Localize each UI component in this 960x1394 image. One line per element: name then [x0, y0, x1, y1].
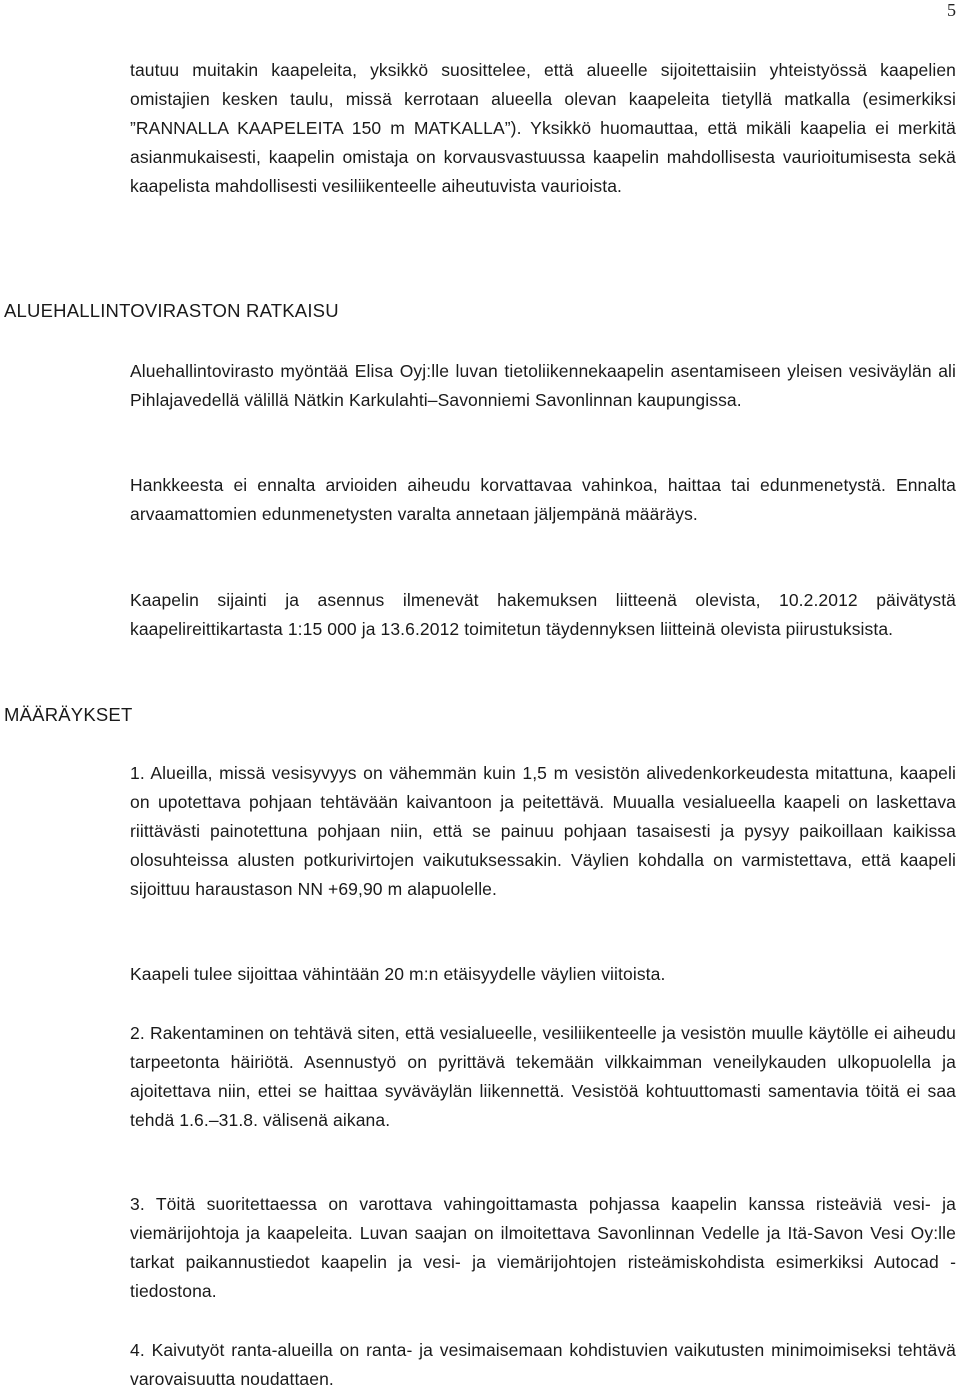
condition-item-4: 4. Kaivutyöt ranta-alueilla on ranta- ja vesimaisemaan kohdistuvien vaikutusten minimoimiseksi tehtävä varovaisuutta noudattaen.	[130, 1340, 956, 1389]
condition-note: Kaapeli tulee sijoittaa vähintään 20 m:n etäisyydelle väylien viitoista.	[130, 964, 666, 984]
condition-item-2: 2. Rakentaminen on tehtävä siten, että vesialueelle, vesiliikenteelle ja vesistön muulle käytölle ei aiheudu tarpeetonta häiriötä. Asennustyö on pyrittävä tekemään vilkkaimman veneilykauden ulkopuolella ja ajoitettava niin, ettei se haittaa syväväylän liikennettä. Vesistöä kohtuuttomasti samentavia töitä ei saa tehdä 1.6.–31.8. välisenä aikana.	[130, 1023, 956, 1130]
condition-item-3: 3. Töitä suoritettaessa on varottava vahingoittamasta pohjassa kaapelin kanssa risteäviä vesi- ja viemärijohtoja ja kaapeleita. Luvan saajan on ilmoitettava Savonlinnan Vedelle ja Itä-Savon Vesi Oy:lle tarkat paikannustiedot kaapelin ja vesi- ja viemärijohtojen risteämiskohdista esimerkiksi Autocad -tiedostona.	[130, 1194, 956, 1301]
decision-paragraph-2: Hankkeesta ei ennalta arvioiden aiheudu korvattavaa vahinkoa, haittaa tai edunmenetystä. Ennalta arvaamattomien edunmenetysten varalta annetaan jäljempänä määräys.	[130, 475, 956, 524]
decision-paragraph-3: Kaapelin sijainti ja asennus ilmenevät hakemuksen liitteenä olevista, 10.2.2012 päivätystä kaapelireittikartasta 1:15 000 ja 13.6.2012 toimitetun täydennyksen liitteinä olevista piirustuksista.	[130, 590, 956, 639]
decision-paragraph-1: Aluehallintovirasto myöntää Elisa Oyj:lle luvan tietoliikennekaapelin asentamiseen yleisen vesiväylän ali Pihlajavedellä välillä Nätkin Karkulahti–Savonniemi Savonlinnan kaupungissa.	[130, 361, 956, 410]
condition-item-1: 1. Alueilla, missä vesisyvyys on vähemmän kuin 1,5 m vesistön alivedenkorkeudesta mitattuna, kaapeli on upotettava pohjaan tehtävään kaivantoon ja peitettävä. Muualla vesialueella kaapeli on laskettava riittävästi painotettuna pohjaan niin, että se painuu pohjaan tasaisesti ja pysyy paikoillaan kaikissa olosuhteissa alusten potkurivirtojen vaikutuksessakin. Väylien kohdalla on varmistettava, että kaapeli sijoittuu haraustason NN +69,90 m alapuolelle.	[130, 763, 956, 899]
conditions-heading: MÄÄRÄYKSET	[4, 704, 133, 725]
intro-paragraph: tautuu muitakin kaapeleita, yksikkö suosittelee, että alueelle sijoitettaisiin yhteistyössä kaapelien omistajien kesken taulu, missä kerrotaan alueella olevan kaapeleita tietyllä matkalla (esimerkiksi ”RANNALLA KAAPELEITA 150 m MATKALLA”). Yksikkö huomauttaa, että mikäli kaapelia ei merkitä asianmukaisesti, kaapelin omistaja on korvausvastuussa kaapelin mahdollisesta vaurioitumisesta sekä kaapelista mahdollisesti vesiliikenteelle aiheutuvista vaurioista.	[130, 60, 956, 196]
page-number: 5	[947, 0, 956, 20]
decision-heading: ALUEHALLINTOVIRASTON RATKAISU	[4, 300, 339, 321]
